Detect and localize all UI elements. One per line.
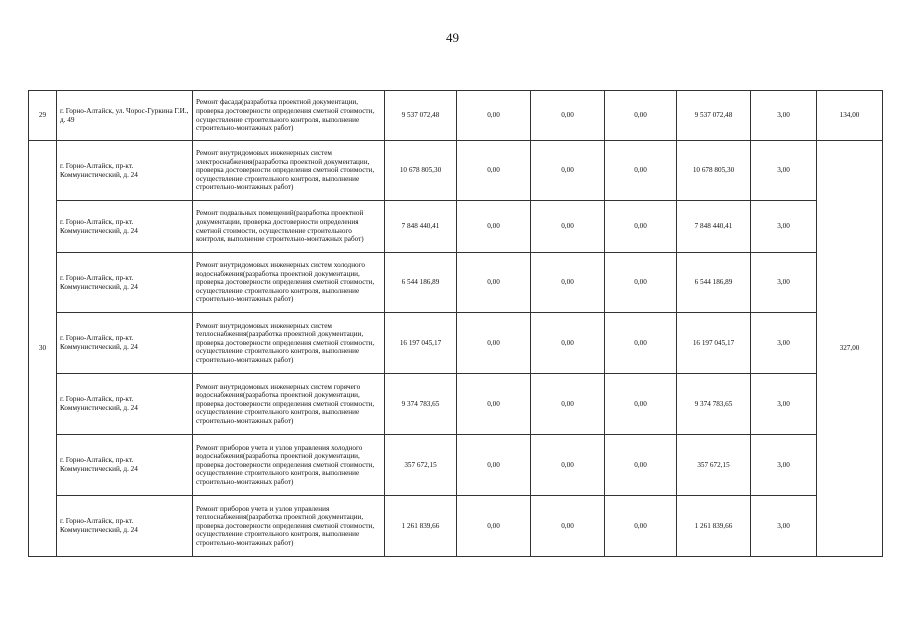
address-cell: г. Горно-Алтайск, пр-кт. Коммунистический, д. 24 xyxy=(57,141,193,201)
cost-owners-cell: 10 678 805,30 xyxy=(677,141,751,201)
cost-owners-cell: 1 261 839,66 xyxy=(677,496,751,557)
cost-local-cell: 0,00 xyxy=(605,91,677,141)
cost-total-cell: 9 374 783,65 xyxy=(385,374,457,435)
cost-local-cell: 0,00 xyxy=(605,435,677,496)
row-number: 29 xyxy=(29,91,57,141)
work-description-cell: Ремонт фасада(разработка проектной документации, проверка достоверности определения сметной стоимости, осуществление строительного контроля, выполнение строительно-монтажных работ) xyxy=(193,91,385,141)
table-row xyxy=(29,201,883,253)
work-description-cell: Ремонт внутридомовых инженерных систем электроснабжения(разработка проектной документации, проверка достоверности определения сметной стоимости, осуществление строительного контроля, выполнение строительно-монтажных работ) xyxy=(193,141,385,201)
cost-local-cell: 0,00 xyxy=(605,253,677,313)
work-description-cell: Ремонт приборов учета и узлов управления холодного водоснабжения(разработка проектной документации, проверка достоверности определения сметной стоимости, осуществление строительного контроля, выполнение строительно-монтажных работ) xyxy=(193,435,385,496)
cost-owners-cell: 9 374 783,65 xyxy=(677,374,751,435)
cost-total-cell: 1 261 839,66 xyxy=(385,496,457,557)
area-total-cell: 134,00 xyxy=(817,91,883,141)
work-description-cell: Ремонт внутридомовых инженерных систем теплоснабжения(разработка проектной документации, проверка достоверности определения сметной стоимости, осуществление строительного контроля, выполнение строительно-монтажных работ) xyxy=(193,313,385,374)
cost-fund-cell: 0,00 xyxy=(457,253,531,313)
capital-repair-table xyxy=(28,90,883,557)
cost-total-cell: 7 848 440,41 xyxy=(385,201,457,253)
year-cell: 3,00 xyxy=(751,435,817,496)
year-cell: 3,00 xyxy=(751,313,817,374)
year-cell: 3,00 xyxy=(751,374,817,435)
cost-local-cell: 0,00 xyxy=(605,313,677,374)
cost-owners-cell: 16 197 045,17 xyxy=(677,313,751,374)
cost-fund-cell: 0,00 xyxy=(457,313,531,374)
table-row xyxy=(29,91,883,141)
cost-total-cell: 6 544 186,89 xyxy=(385,253,457,313)
cost-total-cell: 9 537 072,48 xyxy=(385,91,457,141)
year-cell: 3,00 xyxy=(751,141,817,201)
cost-budget-cell: 0,00 xyxy=(531,141,605,201)
table-row xyxy=(29,313,883,374)
table-row xyxy=(29,141,883,201)
table-row xyxy=(29,253,883,313)
cost-total-cell: 357 672,15 xyxy=(385,435,457,496)
table-row xyxy=(29,435,883,496)
cost-budget-cell: 0,00 xyxy=(531,313,605,374)
work-description-cell: Ремонт внутридомовых инженерных систем горячего водоснабжения(разработка проектной документации, проверка достоверности определения сметной стоимости, осуществление строительного контроля, выполнение строительно-монтажных работ) xyxy=(193,374,385,435)
cost-owners-cell: 7 848 440,41 xyxy=(677,201,751,253)
area-total-cell: 327,00 xyxy=(817,141,883,557)
cost-owners-cell: 9 537 072,48 xyxy=(677,91,751,141)
cost-budget-cell: 0,00 xyxy=(531,91,605,141)
page-number: 49 xyxy=(446,30,459,45)
address-cell: г. Горно-Алтайск, пр-кт. Коммунистический, д. 24 xyxy=(57,253,193,313)
address-cell: г. Горно-Алтайск, пр-кт. Коммунистический, д. 24 xyxy=(57,313,193,374)
year-cell: 3,00 xyxy=(751,91,817,141)
cost-fund-cell: 0,00 xyxy=(457,91,531,141)
address-cell: г. Горно-Алтайск, пр-кт. Коммунистический, д. 24 xyxy=(57,374,193,435)
cost-total-cell: 16 197 045,17 xyxy=(385,313,457,374)
cost-budget-cell: 0,00 xyxy=(531,496,605,557)
cost-fund-cell: 0,00 xyxy=(457,496,531,557)
cost-owners-cell: 6 544 186,89 xyxy=(677,253,751,313)
year-cell: 3,00 xyxy=(751,201,817,253)
work-description-cell: Ремонт приборов учета и узлов управления теплоснабжения(разработка проектной документации, проверка достоверности определения сметной стоимости, осуществление строительного контроля, выполнение строительно-монтажных работ) xyxy=(193,496,385,557)
address-cell: г. Горно-Алтайск, пр-кт. Коммунистический, д. 24 xyxy=(57,496,193,557)
work-description-cell: Ремонт внутридомовых инженерных систем холодного водоснабжения(разработка проектной документации, проверка достоверности определения сметной стоимости, осуществление строительного контроля, выполнение строительно-монтажных работ) xyxy=(193,253,385,313)
year-cell: 3,00 xyxy=(751,253,817,313)
address-cell: г. Горно-Алтайск, пр-кт. Коммунистический, д. 24 xyxy=(57,201,193,253)
cost-budget-cell: 0,00 xyxy=(531,201,605,253)
cost-budget-cell: 0,00 xyxy=(531,253,605,313)
cost-budget-cell: 0,00 xyxy=(531,435,605,496)
cost-fund-cell: 0,00 xyxy=(457,201,531,253)
cost-owners-cell: 357 672,15 xyxy=(677,435,751,496)
address-cell: г. Горно-Алтайск, ул. Чорос-Гуркина Г.И., д. 49 xyxy=(57,91,193,141)
cost-budget-cell: 0,00 xyxy=(531,374,605,435)
cost-local-cell: 0,00 xyxy=(605,374,677,435)
cost-fund-cell: 0,00 xyxy=(457,374,531,435)
cost-local-cell: 0,00 xyxy=(605,496,677,557)
cost-total-cell: 10 678 805,30 xyxy=(385,141,457,201)
work-description-cell: Ремонт подвальных помещений(разработка проектной документации, проверка достоверности определения сметной стоимости, осуществление строительного контроля, выполнение строительно-монтажных работ) xyxy=(193,201,385,253)
cost-local-cell: 0,00 xyxy=(605,201,677,253)
table-row xyxy=(29,496,883,557)
cost-local-cell: 0,00 xyxy=(605,141,677,201)
table-row xyxy=(29,374,883,435)
cost-fund-cell: 0,00 xyxy=(457,141,531,201)
address-cell: г. Горно-Алтайск, пр-кт. Коммунистический, д. 24 xyxy=(57,435,193,496)
cost-fund-cell: 0,00 xyxy=(457,435,531,496)
row-number: 30 xyxy=(29,141,57,557)
year-cell: 3,00 xyxy=(751,496,817,557)
